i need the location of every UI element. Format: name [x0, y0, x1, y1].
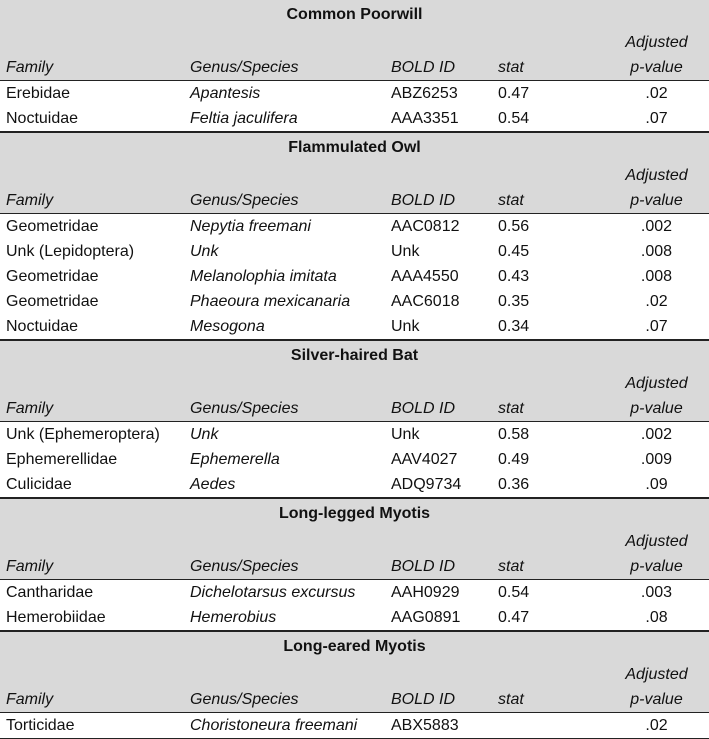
table-row [0, 447, 709, 472]
adjusted-label-row [0, 662, 709, 687]
section-header [0, 0, 709, 81]
genus-species-cell: Dichelotarsus excursus [190, 584, 356, 601]
p-value-cell: .002 [640, 426, 673, 443]
table-row [0, 239, 709, 264]
adjusted-label: Adjusted [625, 666, 688, 683]
genus-header: Genus/Species [190, 59, 299, 76]
p-value-cell: .07 [645, 318, 668, 335]
stat-header: stat [498, 691, 524, 708]
genus-species-cell: Hemerobius [190, 609, 277, 626]
p-value-header: p-value [630, 691, 683, 708]
genus-species-cell: Feltia jaculifera [190, 110, 298, 127]
genus-species-cell: Melanolophia imitata [190, 268, 337, 285]
adjusted-label: Adjusted [625, 375, 688, 392]
column-header-row [0, 188, 709, 214]
p-value-cell: .02 [645, 717, 668, 734]
bold-id-cell: ABX5883 [391, 717, 459, 734]
family-cell: Erebidae [6, 85, 71, 102]
family-cell: Cantharidae [6, 584, 94, 601]
adjusted-label-row [0, 30, 709, 55]
genus-species-cell: Ephemerella [190, 451, 280, 468]
table-row [0, 106, 709, 132]
genus-species-cell: Unk [190, 243, 219, 260]
bold-id-cell: Unk [391, 426, 420, 443]
p-value-cell: .02 [645, 293, 668, 310]
stat-cell: 0.58 [498, 426, 530, 443]
column-header-row [0, 687, 709, 713]
family-cell: Hemerobiidae [6, 609, 106, 626]
column-header-row [0, 396, 709, 422]
section-header [0, 132, 709, 214]
p-value-header: p-value [630, 400, 683, 417]
family-header: Family [6, 558, 54, 575]
bold-id-header: BOLD ID [391, 558, 456, 575]
bold-id-cell: Unk [391, 318, 420, 335]
stat-cell: 0.47 [498, 609, 530, 626]
p-value-cell: .003 [640, 584, 673, 601]
genus-header: Genus/Species [190, 558, 299, 575]
bold-id-cell: ABZ6253 [391, 85, 458, 102]
family-cell: Noctuidae [6, 110, 79, 127]
family-cell: Geometridae [6, 218, 99, 235]
p-value-cell: .09 [645, 476, 668, 493]
family-cell: Culicidae [6, 476, 72, 493]
p-value-cell: .08 [645, 609, 668, 626]
bold-id-cell: AAC6018 [391, 293, 460, 310]
p-value-header: p-value [630, 192, 683, 209]
stat-cell: 0.56 [498, 218, 530, 235]
bold-id-cell: AAV4027 [391, 451, 458, 468]
genus-species-cell: Nepytia freemani [190, 218, 311, 235]
bold-id-header: BOLD ID [391, 400, 456, 417]
p-value-cell: .008 [640, 268, 673, 285]
stat-cell: 0.49 [498, 451, 530, 468]
adjusted-label: Adjusted [625, 167, 688, 184]
family-cell: Noctuidae [6, 318, 79, 335]
adjusted-label-row [0, 163, 709, 188]
section-header [0, 498, 709, 580]
stat-header: stat [498, 59, 524, 76]
stat-header: stat [498, 192, 524, 209]
table-row [0, 264, 709, 289]
bold-id-cell: AAH0929 [391, 584, 460, 601]
stat-cell: 0.47 [498, 85, 530, 102]
genus-species-cell: Aedes [190, 476, 236, 493]
stat-cell: 0.35 [498, 293, 530, 310]
bold-id-cell: AAC0812 [391, 218, 460, 235]
p-value-cell: .009 [640, 451, 673, 468]
bold-id-cell: AAG0891 [391, 609, 461, 626]
stat-cell: 0.34 [498, 318, 530, 335]
family-header: Family [6, 691, 54, 708]
family-cell: Unk (Lepidoptera) [6, 243, 135, 260]
genus-species-cell: Unk [190, 426, 219, 443]
p-value-cell: .008 [640, 243, 673, 260]
stat-cell: 0.36 [498, 476, 530, 493]
table-row [0, 713, 709, 739]
genus-header: Genus/Species [190, 192, 299, 209]
family-header: Family [6, 192, 54, 209]
genus-header: Genus/Species [190, 400, 299, 417]
section-header [0, 340, 709, 422]
bold-id-cell: ADQ9734 [391, 476, 462, 493]
stat-header: stat [498, 400, 524, 417]
p-value-header: p-value [630, 59, 683, 76]
family-cell: Geometridae [6, 268, 99, 285]
adjusted-label-row [0, 371, 709, 396]
section-title: Common Poorwill [286, 6, 423, 23]
bold-id-header: BOLD ID [391, 192, 456, 209]
family-cell: Geometridae [6, 293, 99, 310]
p-value-cell: .002 [640, 218, 673, 235]
table-row [0, 289, 709, 314]
p-value-cell: .02 [645, 85, 668, 102]
bold-id-header: BOLD ID [391, 691, 456, 708]
table-row [0, 314, 709, 340]
section-header [0, 631, 709, 713]
bold-id-cell: AAA4550 [391, 268, 459, 285]
table-row [0, 580, 709, 605]
bold-id-cell: AAA3351 [391, 110, 459, 127]
bold-id-cell: Unk [391, 243, 420, 260]
stat-cell: 0.45 [498, 243, 530, 260]
genus-species-cell: Choristoneura freemani [190, 717, 358, 734]
family-header: Family [6, 59, 54, 76]
bold-id-header: BOLD ID [391, 59, 456, 76]
p-value-header: p-value [630, 558, 683, 575]
genus-species-cell: Mesogona [190, 318, 265, 335]
stat-header: stat [498, 558, 524, 575]
family-header: Family [6, 400, 54, 417]
table-row [0, 214, 709, 239]
stat-cell: 0.43 [498, 268, 530, 285]
family-cell: Unk (Ephemeroptera) [6, 426, 160, 443]
section-title: Silver-haired Bat [290, 347, 419, 364]
column-header-row [0, 554, 709, 580]
genus-species-cell: Apantesis [190, 85, 261, 102]
family-cell: Torticidae [6, 717, 75, 734]
adjusted-label-row [0, 529, 709, 554]
genus-header: Genus/Species [190, 691, 299, 708]
table-row [0, 81, 709, 106]
table-row [0, 472, 709, 498]
table-row [0, 605, 709, 631]
genus-species-cell: Phaeoura mexicanaria [190, 293, 351, 310]
adjusted-label: Adjusted [625, 34, 688, 51]
stat-cell: 0.54 [498, 110, 530, 127]
section-title: Flammulated Owl [288, 139, 421, 156]
stat-cell: 0.54 [498, 584, 530, 601]
column-header-row [0, 55, 709, 81]
adjusted-label: Adjusted [625, 533, 688, 550]
section-title: Long-eared Myotis [283, 638, 426, 655]
family-cell: Ephemerellidae [6, 451, 118, 468]
section-title: Long-legged Myotis [278, 505, 431, 522]
table-row [0, 422, 709, 447]
p-value-cell: .07 [645, 110, 668, 127]
